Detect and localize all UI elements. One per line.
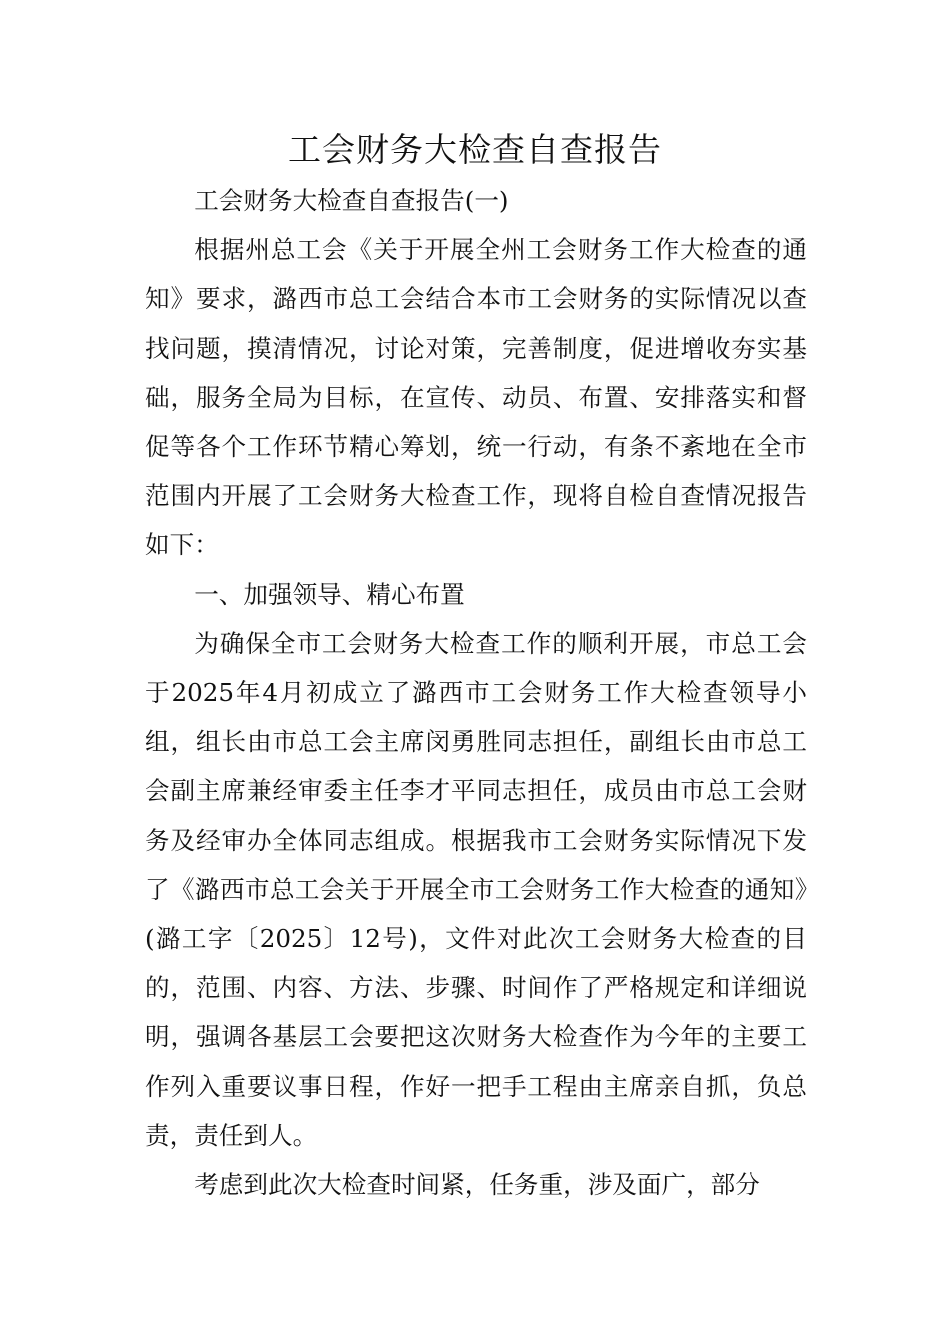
- section-heading: 一、加强领导、精心布置: [194, 579, 465, 609]
- subtitle-paragraph: 工会财务大检查自查报告(一): [194, 186, 509, 215]
- body-paragraph: 考虑到此次大检查时间紧，任务重，涉及面广，部分: [194, 1170, 760, 1200]
- document-title: 工会财务大检查自查报告: [288, 130, 662, 169]
- document-body: [145, 176, 807, 1209]
- intro-paragraph: 根据州总工会《关于开展全州工会财务工作大检查的通知》要求，潞西市总工会结合本市工会财务的实际情况以查找问题，摸清情况，讨论对策，完善制度，促进增收夯实基础，服务全局为目标，在宣传、动员、布置、安排落实和督促等各个工作环节精心筹划，统一行动，有条不紊地在全市范围内开展了工会财务大检查工作，现将自检自查情况报告如下：: [145, 235, 807, 560]
- body-paragraph: 为确保全市工会财务大检查工作的顺利开展，市总工会于2025年4月初成立了潞西市工会财务工作大检查领导小组，组长由市总工会主席闵勇胜同志担任，副组长由市总工会副主席兼经审委主任李才平同志担任，成员由市总工会财务及经审办全体同志组成。根据我市工会财务实际情况下发了《潞西市总工会关于开展全市工会财务工作大检查的通知》(潞工字〔2025〕12号)，文件对此次工会财务大检查的目的，范围、内容、方法、步骤、时间作了严格规定和详细说明，强调各基层工会要把这次财务大检查作为今年的主要工作列入重要议事日程，作好一把手工程由主席亲自抓，负总责，责任到人。: [145, 628, 807, 1150]
